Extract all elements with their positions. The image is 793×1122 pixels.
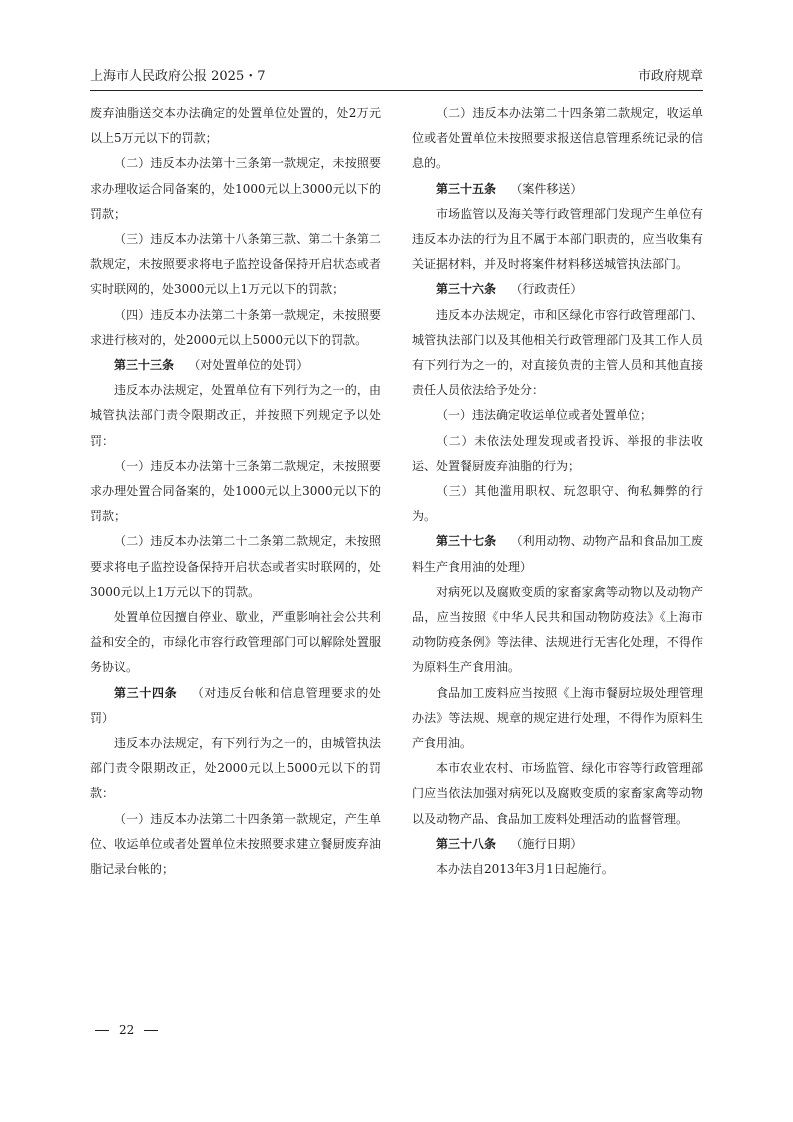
paragraph: （三）违反本办法第十八条第三款、第二十条第二款规定，未按照要求将电子监控设备保持开启状态或者实时联网的，处3000元以上1万元以下的罚款；	[90, 232, 381, 297]
page-footer	[95, 1022, 158, 1038]
dash-left	[95, 1030, 109, 1031]
article-number: 第三十八条	[436, 836, 497, 851]
paragraph: （一）违法确定收运单位或者处置单位；	[436, 408, 653, 423]
article-heading-35	[412, 177, 703, 202]
paragraph: 食品加工废料应当按照《上海市餐厨垃圾处理管理办法》等法规、规章的规定进行处理，不得作为原料生产食用油。	[412, 685, 703, 751]
article-subject: （案件移送）	[510, 181, 583, 196]
paragraph: （一）违反本办法第十三条第二款规定，未按照要求办理处置合同备案的，处1000元以上3000元以下的罚款；	[90, 458, 381, 524]
running-header	[90, 66, 703, 88]
header-rule	[90, 90, 703, 91]
paragraph: 本市农业农村、市场监管、绿化市容等行政管理部门应当依法加强对病死以及腐败变质的家畜家禽等动物以及动物产品、食品加工废料处理活动的监督管理。	[412, 761, 703, 826]
paragraph: （四）违反本办法第二十条第一款规定，未按照要求进行核对的，处2000元以上5000元以下的罚款。	[90, 307, 381, 347]
article-heading-37	[412, 529, 703, 579]
article-heading-33	[90, 353, 381, 378]
article-heading-38	[412, 832, 703, 857]
article-number: 第三十三条	[114, 358, 175, 373]
page-number: 22	[119, 1023, 135, 1037]
right-column	[412, 101, 703, 882]
article-number: 第三十七条	[436, 534, 497, 549]
article-heading-36	[412, 277, 703, 302]
paragraph: 市场监管以及海关等行政管理部门发现产生单位有违反本办法的行为且不属于本部门职责的，应当收集有关证据材料，并及时将案件材料移送城管执法部门。	[412, 206, 703, 272]
article-subject: （对违反台帐和信息管理要求的处罚）	[90, 685, 381, 725]
article-heading-34	[90, 681, 381, 731]
paragraph: （二）违反本办法第十三条第一款规定，未按照要求办理收运合同备案的，处1000元以上3000元以下的罚款；	[90, 156, 381, 221]
paragraph: 处置单位因擅自停业、歇业，严重影响社会公共利益和安全的，市绿化市容行政管理部门可以解除处置服务协议。	[90, 610, 381, 675]
paragraph: 违反本办法规定，有下列行为之一的，由城管执法部门责令限期改正，处2000元以上5000元以下的罚款：	[90, 736, 381, 801]
paragraph: （二）违反本办法第二十四条第二款规定，收运单位或者处置单位未按照要求报送信息管理系统记录的信息的。	[412, 106, 703, 171]
dash-right	[144, 1030, 158, 1031]
paragraph: 本办法自2013年3月1日起施行。	[436, 862, 614, 877]
article-number: 第三十五条	[436, 181, 497, 196]
article-subject: （施行日期）	[510, 836, 583, 851]
paragraph: （二）未依法处理发现或者投诉、举报的非法收运、处置餐厨废弃油脂的行为；	[412, 433, 703, 473]
article-subject: （对处置单位的处罚）	[188, 358, 309, 373]
paragraph: 违反本办法规定，市和区绿化市容行政管理部门、城管执法部门以及其他相关行政管理部门及其工作人员有下列行为之一的，对直接负责的主管人员和其他直接责任人员依法给予处分：	[412, 307, 703, 398]
article-subject: （行政责任）	[510, 282, 583, 297]
left-column	[90, 101, 381, 882]
article-subject: （利用动物、动物产品和食品加工废料生产食用油的处理）	[412, 534, 703, 574]
paragraph: （三）其他滥用职权、玩忽职守、徇私舞弊的行为。	[412, 484, 703, 524]
paragraph: 废弃油脂送交本办法确定的处置单位处置的，处2万元以上5万元以下的罚款；	[90, 106, 381, 146]
article-number: 第三十六条	[436, 282, 497, 297]
section-category: 市政府规章	[637, 69, 703, 84]
publication-title: 上海市人民政府公报 2025・7	[90, 69, 266, 84]
paragraph: 违反本办法规定，处置单位有下列行为之一的，由城管执法部门责令限期改正，并按照下列规定予以处罚：	[90, 383, 381, 448]
paragraph: （一）违反本办法第二十四条第一款规定，产生单位、收运单位或者处置单位未按照要求建立餐厨废弃油脂记录台帐的；	[90, 811, 381, 877]
article-number: 第三十四条	[114, 685, 178, 700]
paragraph: 对病死以及腐败变质的家畜家禽等动物以及动物产品，应当按照《中华人民共和国动物防疫法》《上海市动物防疫条例》等法律、法规进行无害化处理，不得作为原料生产食用油。	[412, 584, 703, 675]
paragraph: （二）违反本办法第二十二条第二款规定，未按照要求将电子监控设备保持开启状态或者实时联网的，处3000元以上1万元以下的罚款。	[90, 534, 381, 599]
